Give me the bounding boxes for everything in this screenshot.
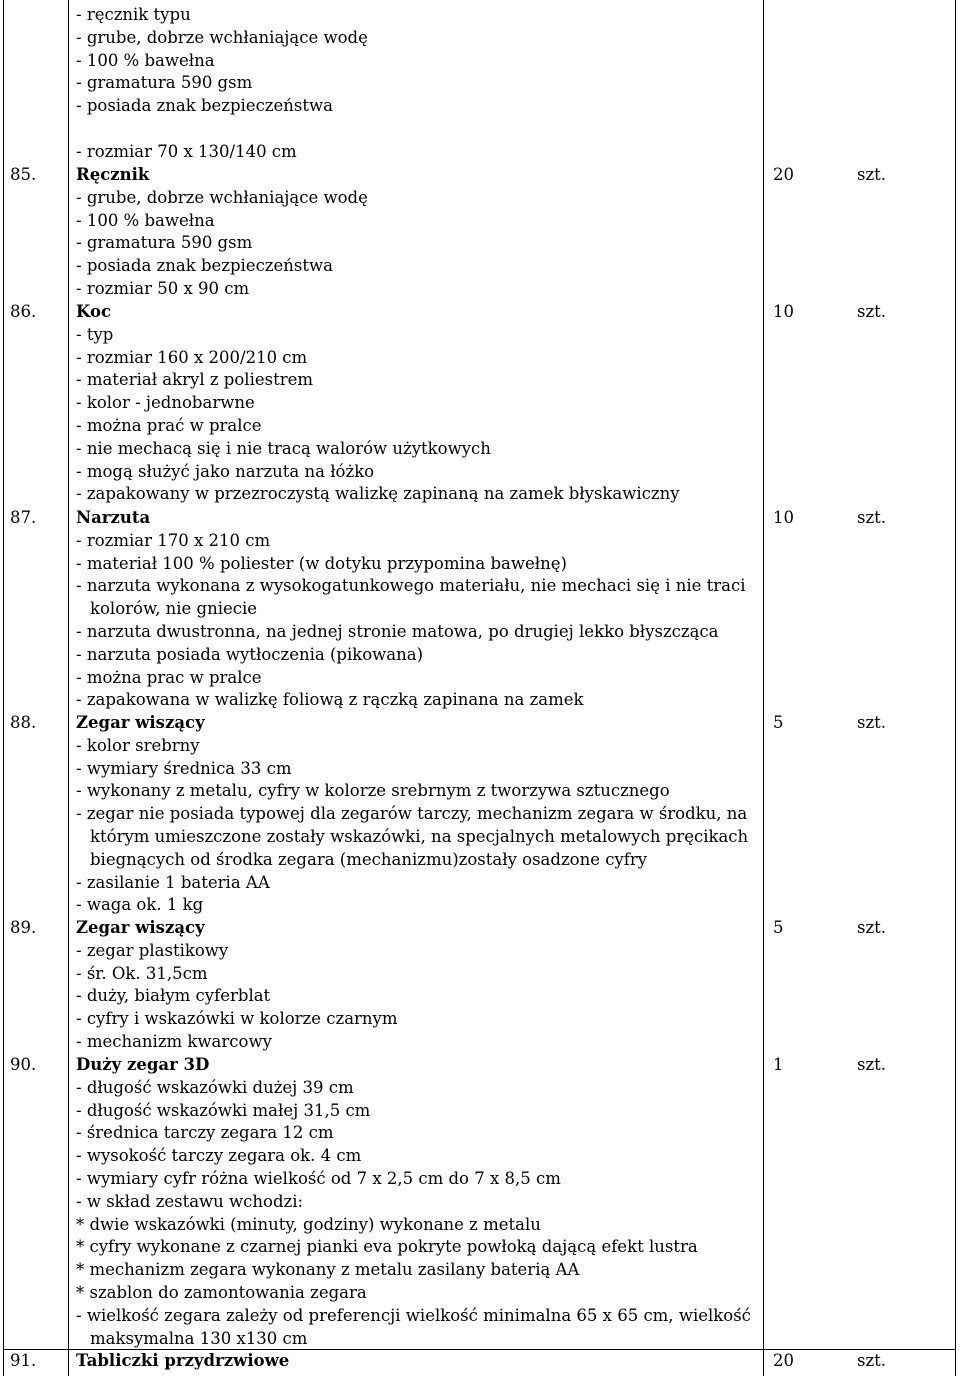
list-item: - waga ok. 1 kg [76, 895, 204, 915]
item-title: Tabliczki przydrzwiowe [76, 1351, 290, 1370]
list-item: - rozmiar 50 x 90 cm [76, 278, 250, 298]
list-item: - narzuta wykonana z wysokogatunkowego materiału, nie mechaci się i nie traci [76, 576, 746, 596]
list-item: - wysokość tarczy zegara ok. 4 cm [76, 1146, 362, 1166]
item-number: 88. [10, 713, 37, 732]
item-description [76, 164, 756, 301]
list-item: - 100 % bawełna [76, 210, 215, 230]
list-item: - typ [76, 324, 114, 344]
item-description [76, 507, 756, 712]
list-item: - w skład zestawu wchodzi: [76, 1191, 304, 1211]
item-title: Ręcznik [76, 165, 150, 184]
item-title: Duży zegar 3D [76, 1055, 210, 1074]
list-item: - wykonany z metalu, cyfry w kolorze srebrnym z tworzywa sztucznego [76, 781, 670, 801]
list-item: - zasilanie 1 bateria AA [76, 872, 270, 892]
quantity-value: 5 [773, 713, 784, 732]
item-quantity [773, 1350, 886, 1373]
quantity-value: 10 [773, 302, 794, 321]
item-quantity [773, 164, 886, 187]
quantity-value: 5 [773, 918, 784, 937]
list-item: - mogą służyć jako narzuta na łóżko [76, 461, 375, 481]
list-item: - posiada znak bezpieczeństwa [76, 96, 333, 116]
list-item: - duży, białym cyferblat [76, 986, 271, 1006]
list-item: kolorów, nie gniecie [90, 599, 258, 619]
top-block-description [76, 4, 756, 164]
item-description [76, 712, 756, 917]
list-item: - narzuta posiada wytłoczenia (pikowana) [76, 644, 424, 664]
table-right-border [955, 0, 956, 1376]
list-item: - można prać w pralce [76, 415, 262, 435]
list-item: - rozmiar 170 x 210 cm [76, 530, 271, 550]
column-divider-quantity [763, 0, 764, 1376]
item-quantity [773, 507, 886, 530]
item-description [76, 917, 756, 1054]
list-item: - długość wskazówki małej 31,5 cm [76, 1100, 371, 1120]
quantity-value: 1 [773, 1055, 784, 1074]
item-number: 91. [10, 1351, 37, 1370]
item-description [76, 1054, 756, 1350]
list-item: - mechanizm kwarcowy [76, 1031, 272, 1051]
item-quantity [773, 917, 886, 940]
list-item: - grube, dobrze wchłaniające wodę [76, 187, 368, 207]
list-item [76, 118, 756, 141]
quantity-unit: szt. [857, 918, 887, 937]
item-number: 89. [10, 918, 37, 937]
item-title: Narzuta [76, 508, 151, 527]
list-item: maksymalna 130 x130 cm [90, 1328, 308, 1348]
quantity-unit: szt. [857, 713, 887, 732]
quantity-unit: szt. [857, 1055, 887, 1074]
list-item: - kolor - jednobarwne [76, 393, 255, 413]
list-item: * szablon do zamontowania zegara [76, 1282, 367, 1302]
quantity-unit: szt. [857, 1351, 887, 1370]
quantity-unit: szt. [857, 508, 887, 527]
quantity-value: 20 [773, 1351, 794, 1370]
item-number: 90. [10, 1055, 37, 1074]
list-item: * cyfry wykonane z czarnej pianki eva pokryte powłoką dającą efekt lustra [76, 1237, 698, 1257]
list-item: * mechanizm zegara wykonany z metalu zasilany baterią AA [76, 1260, 580, 1280]
list-item: - grube, dobrze wchłaniające wodę [76, 27, 368, 47]
list-item: - materiał 100 % poliester (w dotyku przypomina bawełnę) [76, 553, 567, 573]
quantity-unit: szt. [857, 302, 887, 321]
list-item: - wymiary cyfr różna wielkość od 7 x 2,5 cm do 7 x 8,5 cm [76, 1168, 561, 1188]
list-item: - zapakowany w przezroczystą walizkę zapinaną na zamek błyskawiczny [76, 484, 680, 504]
table-left-border [3, 0, 4, 1376]
quantity-unit: szt. [857, 165, 887, 184]
list-item: * dwie wskazówki (minuty, godziny) wykonane z metalu [76, 1214, 541, 1234]
list-item: - ręcznik typu [76, 5, 191, 24]
list-item: biegnących od środka zegara (mechanizmu)zostały osadzone cyfry [90, 849, 648, 869]
item-title: Zegar wiszący [76, 713, 205, 732]
list-item: - zegar nie posiada typowej dla zegarów tarczy, mechanizm zegara w środku, na [76, 804, 748, 824]
item-description [76, 301, 756, 506]
list-item: - cyfry i wskazówki w kolorze czarnym [76, 1009, 398, 1029]
item-title: Zegar wiszący [76, 918, 205, 937]
list-item: - gramatura 590 gsm [76, 233, 253, 253]
quantity-value: 20 [773, 165, 794, 184]
item-number: 87. [10, 508, 37, 527]
list-item: - zapakowana w walizkę foliową z rączką zapinana na zamek [76, 690, 584, 710]
item-quantity [773, 301, 886, 324]
item-title: Koc [76, 302, 112, 321]
list-item: - śr. Ok. 31,5cm [76, 963, 208, 983]
item-quantity [773, 712, 886, 735]
quantity-value: 10 [773, 508, 794, 527]
item-quantity [773, 1054, 886, 1077]
list-item: - nie mechacą się i nie tracą walorów użytkowych [76, 438, 491, 458]
list-item: - narzuta dwustronna, na jednej stronie matowa, po drugiej lekko błyszcząca [76, 621, 719, 641]
list-item: którym umieszczone zostały wskazówki, na specjalnych metalowych pręcikach [90, 826, 749, 846]
list-item: - wymiary średnica 33 cm [76, 758, 292, 778]
list-item: - materiał akryl z poliestrem [76, 370, 314, 390]
list-item: - można prac w pralce [76, 667, 262, 687]
list-item: - wielkość zegara zależy od preferencji wielkość minimalna 65 x 65 cm, wielkość [76, 1305, 751, 1325]
item-number: 85. [10, 165, 37, 184]
list-item: - rozmiar 160 x 200/210 cm [76, 347, 308, 367]
list-item: - zegar plastikowy [76, 940, 229, 960]
list-item: - kolor srebrny [76, 735, 200, 755]
list-item: - gramatura 590 gsm [76, 73, 253, 93]
list-item: - 100 % bawełna [76, 50, 215, 70]
list-item: - posiada znak bezpieczeństwa [76, 256, 333, 276]
item-description [76, 1350, 756, 1373]
column-divider-number [68, 0, 69, 1376]
list-item: - średnica tarczy zegara 12 cm [76, 1123, 334, 1143]
item-number: 86. [10, 302, 37, 321]
list-item: - rozmiar 70 x 130/140 cm [76, 141, 297, 161]
list-item: - długość wskazówki dużej 39 cm [76, 1077, 354, 1097]
